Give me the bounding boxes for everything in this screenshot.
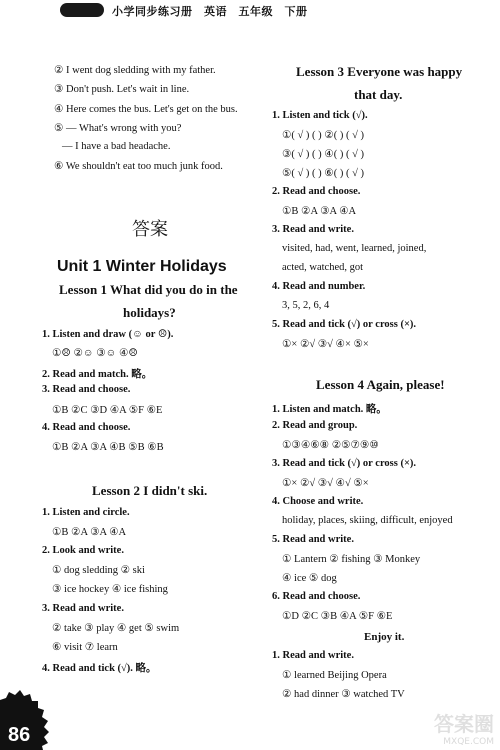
unit-title: Unit 1 Winter Holidays xyxy=(57,258,227,275)
answer-line: acted, watched, got xyxy=(282,262,364,273)
answer-line: ①☹ ②☺ ③☺ ④☹ xyxy=(52,348,138,359)
answer-line: ①B ②C ③D ④A ⑤F ⑥E xyxy=(52,405,163,416)
question: 1. Listen and circle. xyxy=(42,507,130,518)
answer-line: ①( √ ) ( ) ②( ) ( √ ) xyxy=(282,130,364,141)
watermark-url: MXQE.COM xyxy=(443,737,494,747)
lesson-title: holidays? xyxy=(123,305,176,320)
text-line: ⑥ We shouldn't eat too much junk food. xyxy=(54,161,223,172)
page-number: 86 xyxy=(8,724,31,746)
answer-line: ① Lantern ② fishing ③ Monkey xyxy=(282,554,421,565)
question: 5. Read and write. xyxy=(272,534,354,545)
watermark-text: 答案圈 xyxy=(434,712,494,736)
question: 1. Read and write. xyxy=(272,650,354,661)
answer-line: ④ ice ⑤ dog xyxy=(282,573,337,584)
question: 3. Read and write. xyxy=(42,603,124,614)
text-line: ③ Don't push. Let's wait in line. xyxy=(54,84,190,95)
answer-line: ①B ②A ③A ④A xyxy=(282,206,357,217)
answer-line: ① dog sledding ② ski xyxy=(52,565,145,576)
lesson-title: Lesson 4 Again, please! xyxy=(316,377,445,392)
answer-line: ①③④⑥⑧ ②⑤⑦⑨⑩ xyxy=(282,440,379,451)
answer-line: ⑥ visit ⑦ learn xyxy=(52,642,118,653)
answer-line: ①B ②A ③A ④B ⑤B ⑥B xyxy=(52,442,164,453)
question: 6. Read and choose. xyxy=(272,591,361,602)
answer-line: ② had dinner ③ watched TV xyxy=(282,689,405,700)
question: 4. Read and number. xyxy=(272,281,366,292)
question: 2. Read and choose. xyxy=(272,186,361,197)
question: 5. Read and tick (√) or cross (×). xyxy=(272,319,417,330)
lesson-title: that day. xyxy=(354,87,403,102)
answer-line: 3, 5, 2, 6, 4 xyxy=(282,300,330,311)
question: 3. Read and write. xyxy=(272,224,354,235)
question: 4. Read and choose. xyxy=(42,422,131,433)
answer-line: ①× ②√ ③√ ④× ⑤× xyxy=(282,339,369,350)
answer-line: ③( √ ) ( ) ④( ) ( √ ) xyxy=(282,149,364,160)
text-line: ④ Here comes the bus. Let's get on the bus. xyxy=(54,104,238,115)
answer-line: ①× ②√ ③√ ④√ ⑤× xyxy=(282,478,369,489)
book-title: 小学同步练习册 英语 五年级 下册 xyxy=(112,5,308,18)
answer-line: ① learned Beijing Opera xyxy=(282,670,387,681)
question: 2. Read and group. xyxy=(272,420,358,431)
answer-line: ①D ②C ③B ④A ⑤F ⑥E xyxy=(282,611,393,622)
question: 1. Listen and draw (☺ or ☹). xyxy=(42,329,174,340)
question: 2. Look and write. xyxy=(42,545,124,556)
answer-line: ② take ③ play ④ get ⑤ swim xyxy=(52,623,180,634)
answer-line: visited, had, went, learned, joined, xyxy=(282,243,427,254)
section-title: Enjoy it. xyxy=(364,631,405,643)
watermark-logo xyxy=(402,708,494,746)
question: 1. Listen and match. 略。 xyxy=(272,404,387,415)
question: 2. Read and match. 略。 xyxy=(42,369,153,380)
header-decoration xyxy=(60,3,104,17)
answer-line: holiday, places, skiing, difficult, enjoyed xyxy=(282,515,453,526)
answer-heading: 答案 xyxy=(132,219,168,240)
answer-line: ①B ②A ③A ④A xyxy=(52,527,127,538)
lesson-title: Lesson 1 What did you do in the xyxy=(59,282,238,297)
text-line: ② I went dog sledding with my father. xyxy=(54,65,216,76)
text-line: — I have a bad headache. xyxy=(62,141,171,152)
lesson-title: Lesson 2 I didn't ski. xyxy=(92,483,208,498)
question: 4. Choose and write. xyxy=(272,496,364,507)
question: 3. Read and choose. xyxy=(42,384,131,395)
question: 1. Listen and tick (√). xyxy=(272,110,368,121)
text-line: ⑤ — What's wrong with you? xyxy=(54,123,182,134)
answer-line: ⑤( √ ) ( ) ⑥( ) ( √ ) xyxy=(282,168,364,179)
answer-line: ③ ice hockey ④ ice fishing xyxy=(52,584,168,595)
question: 3. Read and tick (√) or cross (×). xyxy=(272,458,417,469)
question: 4. Read and tick (√). 略。 xyxy=(42,663,157,674)
lesson-title: Lesson 3 Everyone was happy xyxy=(296,64,463,79)
